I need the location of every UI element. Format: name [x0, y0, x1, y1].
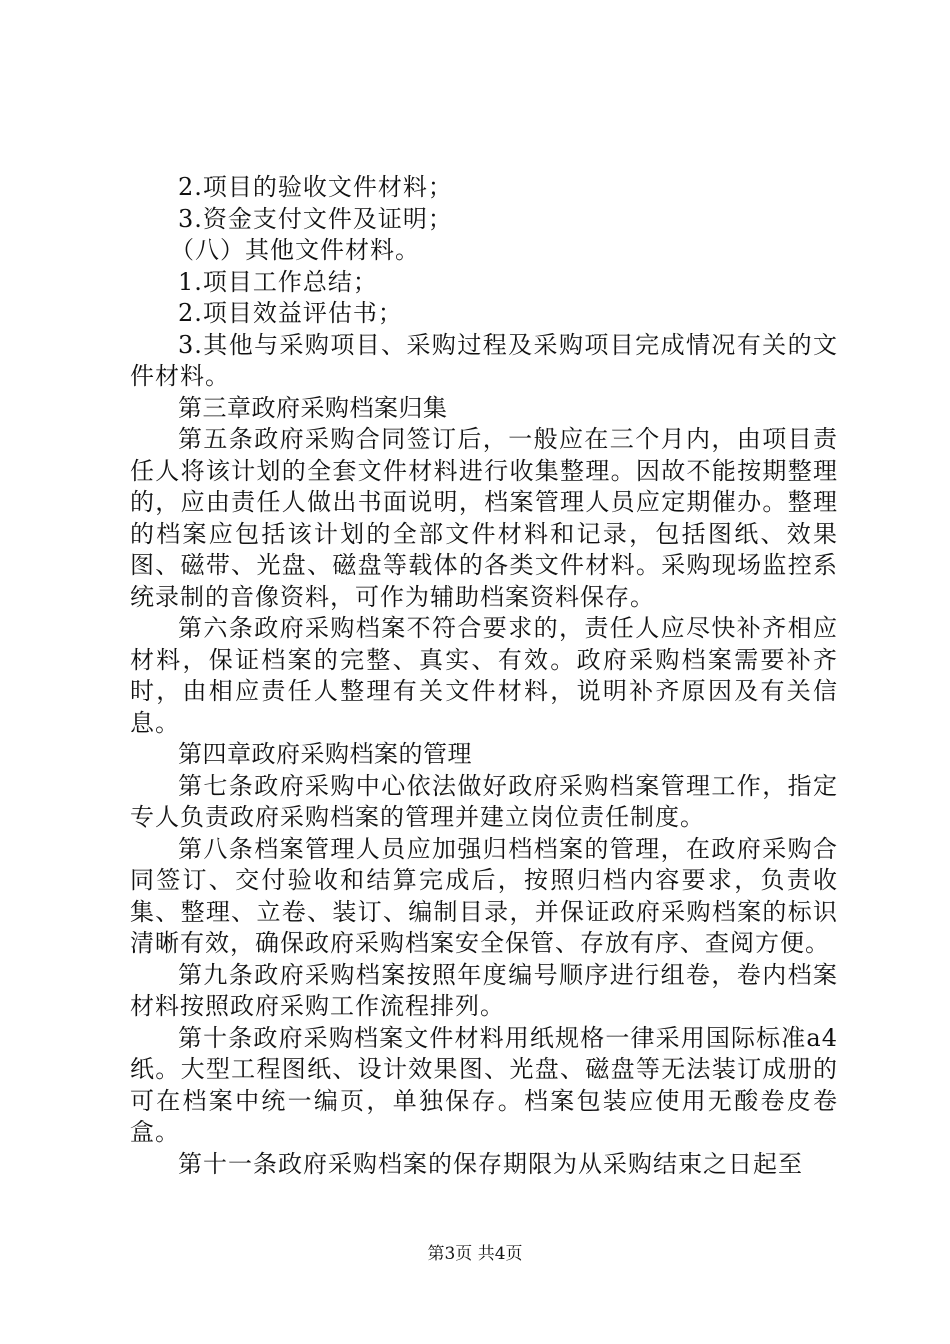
page-number-footer: 第3页 共4页 — [427, 1244, 523, 1264]
list-item: 3.资金支付文件及证明； — [178, 204, 453, 233]
list-item: 1.项目工作总结； — [178, 267, 378, 296]
chapter-heading: 第四章政府采购档案的管理 — [178, 740, 472, 768]
section-heading: （八）其他文件材料。 — [170, 236, 420, 264]
article-paragraph: 第八条档案管理人员应加强归档档案的管理，在政府采购合同签订、交付验收和结算完成后，按照归档内容要求，负责收集、整理、立卷、装订、编制目录，并保证政府采购档案的标识清晰有效，确保政府采购档案安全保管、存放有序、查阅方便。 — [130, 834, 838, 957]
article-paragraph: 第六条政府采购档案不符合要求的，责任人应尽快补齐相应材料，保证档案的完整、真实、有效。政府采购档案需要补齐时，由相应责任人整理有关文件材料，说明补齐原因及有关信息。 — [130, 614, 838, 737]
article-paragraph: 第十一条政府采购档案的保存期限为从采购结束之日起至 — [178, 1149, 803, 1178]
list-item: 2.项目效益评估书； — [178, 299, 403, 327]
article-paragraph: 第九条政府采购档案按照年度编号顺序进行组卷，卷内档案材料按照政府采购工作流程排列。 — [130, 960, 838, 1020]
list-item: 2.项目的验收文件材料； — [178, 173, 453, 201]
chapter-heading: 第三章政府采购档案归集 — [178, 393, 448, 422]
article-paragraph: 第五条政府采购合同签订后，一般应在三个月内，由项目责任人将该计划的全套文件材料进行收集整理。因故不能按期整理的，应由责任人做出书面说明，档案管理人员应定期催办。整理的档案应包括该计划的全部文件材料和记录，包括图纸、效果图、磁带、光盘、磁盘等载体的各类文件材料。采购现场监控系统录制的音像资料，可作为辅助档案资料保存。 — [130, 425, 838, 611]
document-body — [130, 172, 838, 1180]
article-paragraph: 第十条政府采购档案文件材料用纸规格一律采用国际标准a4纸。大型工程图纸、设计效果图、光盘、磁盘等无法装订成册的可在档案中统一编页，单独保存。档案包装应使用无酸卷皮卷盒。 — [130, 1023, 838, 1146]
list-item: 3.其他与采购项目、采购过程及采购项目完成情况有关的文件材料。 — [130, 330, 838, 390]
article-paragraph: 第七条政府采购中心依法做好政府采购档案管理工作，指定专人负责政府采购档案的管理并建立岗位责任制度。 — [130, 771, 838, 831]
